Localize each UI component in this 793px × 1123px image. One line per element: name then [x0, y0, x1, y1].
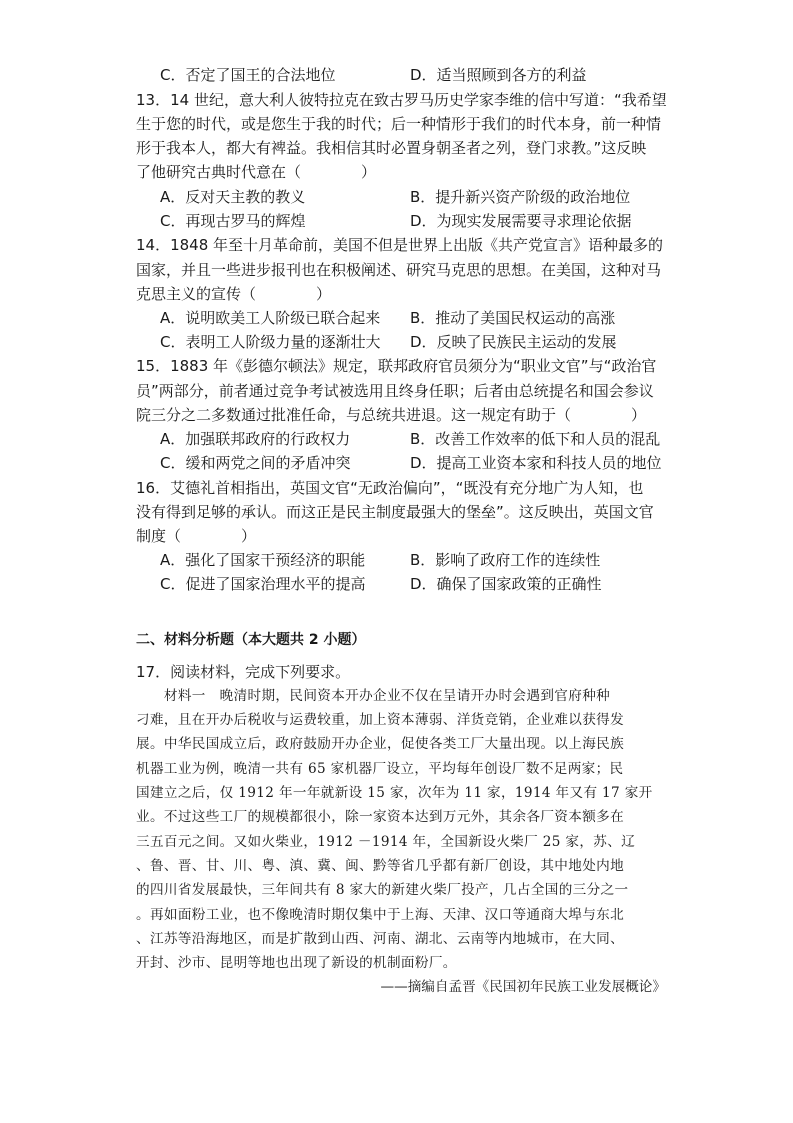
q13-stem-line: 形于我本人，都大有裨益。我相信其时必置身朝圣者之列，登门求教。”这反映	[136, 139, 647, 157]
q14-stem-line: 国家，并且一些进步报刊也在积极阐述、研究马克思的思想。在美国，这种对马	[136, 261, 662, 279]
q17-material-line: 。再如面粉工业，也不像晚清时期仅集中于上海、天津、汉口等通商大埠与东北	[136, 907, 625, 923]
q16-stem-line: 制度（ ）	[136, 527, 257, 545]
q17-material-line: 刁难，且在开办后税收与运费较重，加上资本薄弱、洋货竞销，企业难以获得发	[136, 712, 625, 728]
q13-option-a: A．反对天主教的教义	[160, 188, 306, 206]
section-title: 二、材料分析题（本大题共 2 小题）	[136, 632, 366, 648]
q16-option-c: C．促进了国家治理水平的提高	[160, 575, 366, 593]
q17-material-line: 的四川省发展最快，三年间共有 8 家大的新建火柴厂投产，几占全国的三分之一	[136, 882, 629, 898]
q16-option-a: A．强化了国家干预经济的职能	[160, 551, 366, 569]
q15-option-a: A．加强联邦政府的行政权力	[160, 430, 351, 448]
q17-material-line: 开封、沙市、昆明等地也出现了新设的机制面粉厂。	[136, 955, 457, 971]
q16-stem-line: 没有得到足够的承认。而这正是民主制度最强大的堡垒”。这反映出，英国文官	[136, 503, 654, 521]
q16-stem-line: 16．艾德礼首相指出，英国文官“无政治偏向”，“既没有充分地广为人知，也	[136, 479, 644, 497]
q15-stem-line: 员”两部分，前者通过竞争考试被选用且终身任职；后者由总统提名和国会参议	[136, 382, 654, 400]
q13-option-b: B．提升新兴资产阶级的政治地位	[410, 188, 631, 206]
q17-material-line: 国建立之后，仅 1912 年一年就新设 15 家，次年为 11 家，1914 年又有 17 家开	[136, 785, 653, 801]
q17-material-line: 材料一 晚清时期，民间资本开办企业不仅在呈请开办时会遇到官府种种	[136, 688, 611, 704]
q17-material-line: 展。中华民国成立后，政府鼓励开办企业，促使各类工厂大量出现。以上海民族	[136, 736, 625, 752]
q17-material-line: 、江苏等沿海地区，而是扩散到山西、河南、湖北、云南等内地城市，在大同、	[136, 931, 625, 947]
q13-option-d: D．为现实发展需要寻求理论依据	[410, 212, 632, 230]
q17-material-line: 业。不过这些工厂的规模都很小，除一家资本达到万元外，其余各厂资本额多在	[136, 809, 625, 825]
q15-option-d: D．提高工业资本家和科技人员的地位	[410, 454, 662, 472]
q13-option-c: C．再现古罗马的辉煌	[160, 212, 306, 230]
q15-stem-line: 院三分之二多数通过批准任命，与总统共进退。这一规定有助于（ ）	[136, 406, 647, 424]
q13-stem-line: 13．14 世纪，意大利人彼特拉克在致古罗马历史学家李维的信中写道：“我希望	[136, 91, 667, 109]
q14-option-c: C．表明工人阶级力量的逐渐壮大	[160, 333, 381, 351]
q17-stem: 17．阅读材料，完成下列要求。	[136, 663, 351, 681]
q14-option-a: A．说明欧美工人阶级已联合起来	[160, 309, 381, 327]
q14-stem-line: 14．1848 年至十月革命前，美国不但是世界上出版《共产党宣言》语种最多的	[136, 236, 664, 254]
q17-material-line: 三五百元之间。又如火柴业，1912 －1914 年，全国新设火柴厂 25 家，苏、辽	[136, 834, 636, 850]
q17-material-line: 机器工业为例，晚清一共有 65 家机器厂设立，平均每年创设厂数不足两家；民	[136, 761, 624, 777]
q13-stem-line: 生于您的时代，或是您生于我的时代；后一种情形于我们的时代本身，前一种情	[136, 115, 662, 133]
q17-material-line: 、鲁、晋、甘、川、粤、滇、冀、闽、黔等省几乎都有新厂创设，其中地处内地	[136, 858, 625, 874]
q16-option-b: B．影响了政府工作的连续性	[410, 551, 601, 569]
q15-option-c: C．缓和两党之间的矛盾冲突	[160, 454, 351, 472]
q15-stem-line: 15．1883 年《彭德尔顿法》规定，联邦政府官员须分为“职业文官”与“政治官	[136, 357, 657, 375]
q12-option-c: C．否定了国王的合法地位	[160, 66, 336, 84]
q17-source-citation: ——摘编自孟晋《民国初年民族工业发展概论》	[380, 979, 666, 995]
q14-stem-line: 克思主义的宣传（ ）	[136, 285, 332, 303]
q14-option-d: D．反映了民族民主运动的发展	[410, 333, 617, 351]
q14-option-b: B．推动了美国民权运动的高涨	[410, 309, 616, 327]
q15-option-b: B．改善工作效率的低下和人员的混乱	[410, 430, 661, 448]
q16-option-d: D．确保了国家政策的正确性	[410, 575, 602, 593]
q12-option-d: D．适当照顾到各方的利益	[410, 66, 587, 84]
q13-stem-line: 了他研究古典时代意在（ ）	[136, 163, 377, 181]
